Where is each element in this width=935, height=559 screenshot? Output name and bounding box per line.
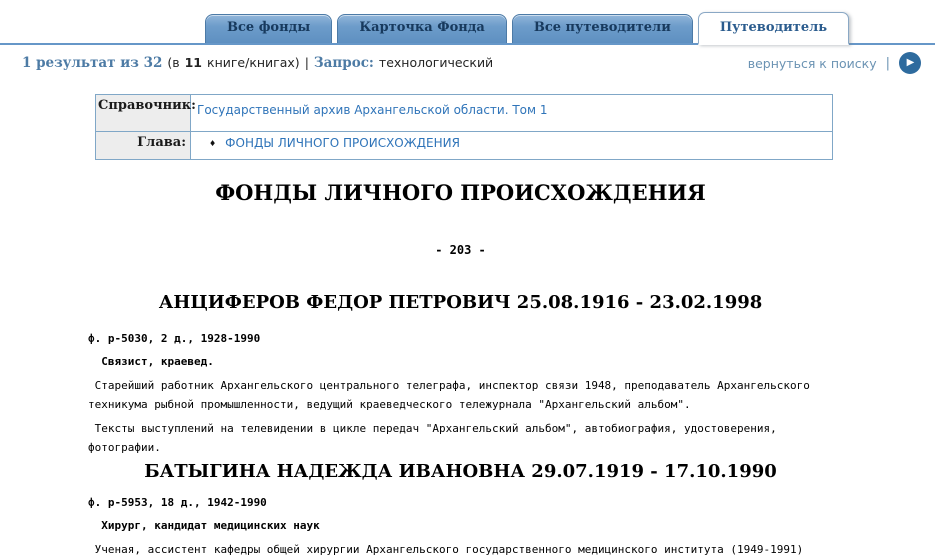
results-in-books-prefix: (в xyxy=(167,55,180,70)
bullet-icon: ♦ xyxy=(209,139,217,148)
entry-heading: БАТЫГИНА НАДЕЖДА ИВАНОВНА 29.07.1919 - 17.10.1990 xyxy=(144,461,777,482)
tab-all-fonds[interactable]: Все фонды xyxy=(205,14,332,43)
guide-title-link[interactable]: Государственный архив Архангельской области. Том 1 xyxy=(197,103,548,117)
next-result-button[interactable] xyxy=(899,52,921,74)
profession-line: Хирург, кандидат медицинских наук xyxy=(88,519,320,532)
chapter-link[interactable]: ФОНДЫ ЛИЧНОГО ПРОИСХОЖДЕНИЯ xyxy=(225,136,460,150)
guide-info-table xyxy=(95,94,833,160)
tab-guide-active[interactable]: Путеводитель xyxy=(698,12,849,45)
fond-reference: ф. р-5953, 18 д., 1942-1990 xyxy=(88,496,267,509)
table-row xyxy=(96,132,833,160)
profession-line: Связист, краевед. xyxy=(88,355,214,368)
results-books-count: 11 xyxy=(184,55,203,70)
guide-document xyxy=(88,180,833,559)
entry-paragraph: Старейший работник Архангельского центрального телеграфа, инспектор связи 1948, преподаватель Архангельского техникума рыбной промышленности, ведущий краеведческого тележурнала "Архангельский альбом". xyxy=(88,379,817,411)
query-value: технологический xyxy=(378,55,494,70)
table-row xyxy=(96,95,833,132)
reference-value-cell xyxy=(191,95,833,132)
fond-reference: ф. р-5030, 2 д., 1928-1990 xyxy=(88,332,261,345)
chapter-value-cell xyxy=(191,132,833,160)
query-label: Запрос: xyxy=(313,55,374,71)
tab-bar xyxy=(0,0,935,45)
back-to-search-link[interactable]: вернуться к поиску xyxy=(747,55,877,71)
results-separator: | xyxy=(304,55,309,70)
results-count: 1 результат из 32 xyxy=(22,55,163,71)
chapter-label: Глава: xyxy=(96,132,191,160)
next-arrow-icon: ▶ xyxy=(906,57,915,68)
results-bar xyxy=(0,45,935,78)
reference-label: Справочник: xyxy=(96,95,191,132)
tab-all-guides[interactable]: Все путеводители xyxy=(512,14,693,43)
chapter-list-item xyxy=(197,136,826,150)
results-actions xyxy=(748,52,921,74)
document-title: ФОНДЫ ЛИЧНОГО ПРОИСХОЖДЕНИЯ xyxy=(215,180,706,205)
entry-paragraph: Тексты выступлений на телевидении в цикле передач "Архангельский альбом", автобиография, удостоверения, фотографии. xyxy=(88,422,784,454)
results-books-text: книге/книгах) xyxy=(207,55,300,70)
actions-separator: | xyxy=(885,55,890,71)
entry-paragraph: Ученая, ассистент кафедры общей хирургии Архангельского государственного медицинского института (1949-1991) xyxy=(88,543,804,556)
page-number-marker: - 203 - xyxy=(435,243,486,257)
tab-fond-card[interactable]: Карточка Фонда xyxy=(337,14,507,43)
entry-heading: АНЦИФЕРОВ ФЕДОР ПЕТРОВИЧ 25.08.1916 - 23.02.1998 xyxy=(158,292,763,313)
results-summary xyxy=(22,55,493,71)
